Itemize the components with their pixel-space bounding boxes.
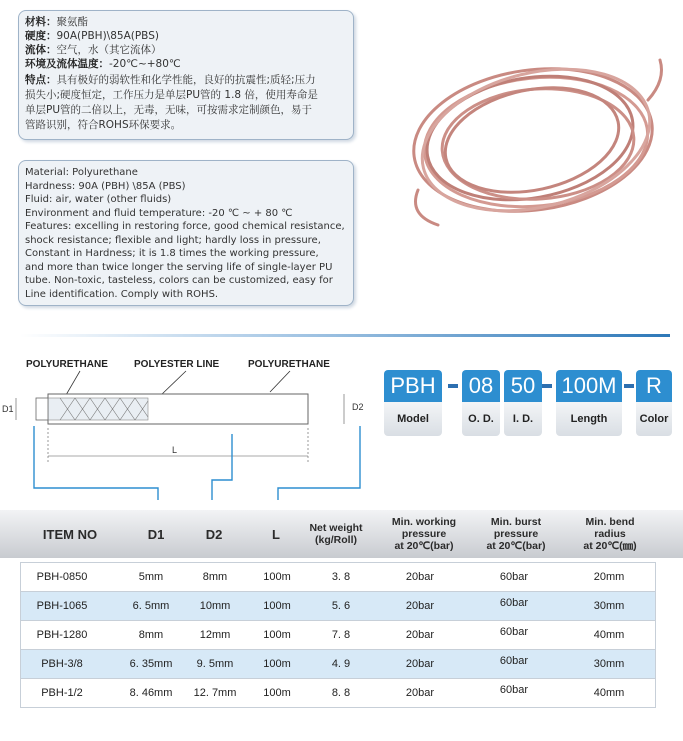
table-row [20,562,656,592]
label-outer-polyurethane: POLYURETHANE [26,359,108,370]
code-color-label: Color [636,402,672,436]
dim-d2: D2 [352,402,364,412]
en-spec-line: shock resistance; flexible and light; hardly loss in pressure, [25,234,321,246]
en-spec-line: Line identification. Comply with ROHS. [25,288,219,300]
table-row [20,620,656,650]
cell-d1: 6. 5mm [132,600,170,612]
cell-working-pressure: 20bar [405,687,435,699]
cell-net-weight: 8. 8 [331,687,351,699]
cell-burst-pressure: 60bar [499,571,529,583]
section-divider [20,334,670,337]
en-spec-line: tube. Non-toxic, tasteless, colors can be customized, easy for [25,275,333,286]
cell-net-weight: 5. 6 [331,600,351,612]
en-spec-line: Material: Polyurethane [25,167,138,178]
header-l: L [272,526,280,542]
cell-burst-pressure: 60bar [499,684,529,696]
code-box-id [504,370,542,436]
table-header [0,510,683,558]
label-inner-polyurethane: POLYURETHANE [248,359,330,370]
cell-l: 100m [263,571,291,583]
cn-spec-features: 特点：具有极好的弱软性和化学性能，良好的抗震性;质轻;压力 [25,74,316,86]
coiled-tube-image [398,40,668,240]
cell-working-pressure: 20bar [405,600,435,612]
code-dash [542,384,552,388]
cell-d2: 8mm [202,571,228,583]
code-length-value: 100M [556,370,622,402]
cell-net-weight: 7. 8 [331,629,351,641]
header-working-pressure: Min. working pressure at 20℃(bar) [391,516,457,552]
table-row [20,591,656,621]
cell-item-no: PBH-1065 [36,600,88,612]
code-id-label: I. D. [504,402,542,436]
cell-l: 100m [263,629,291,641]
en-spec-line: Environment and fluid temperature: -20 ℃ ~ + 80 ℃ [25,207,293,219]
header-net-weight: Net weight (kg/Roll) [309,522,363,546]
cell-l: 100m [263,658,291,670]
code-id-value: 50 [504,370,542,402]
cell-item-no: PBH-1/2 [41,687,83,699]
cell-bend-radius: 40mm [593,629,625,641]
en-spec-line: Constant in Hardness; it is 1.8 times the working pressure, [25,248,319,259]
code-dash [624,384,634,388]
english-spec-box [18,160,354,306]
cn-spec-features-line2: 损失小;硬度恒定，工作压力是单层PU管的 1.8 倍，使用寿命是 [25,89,318,101]
header-burst-pressure: Min. burst pressure at 20℃(bar) [486,516,546,552]
header-d2: D2 [205,526,223,542]
cell-bend-radius: 30mm [593,658,625,670]
cn-spec-fluid: 流体：空气，水（其它流体） [25,44,162,56]
cell-net-weight: 3. 8 [331,571,351,583]
cell-burst-pressure: 60bar [499,655,529,667]
dim-d1: D1 [2,404,14,414]
code-dash [448,384,458,388]
code-box-length [556,370,622,436]
code-od-value: 08 [462,370,500,402]
cell-d1: 5mm [138,571,164,583]
cell-d2: 10mm [199,600,231,612]
cn-spec-hardness: 硬度：90A(PBH)\85A(PBS) [25,30,159,42]
table-row [20,678,656,708]
label-polyester-line: POLYESTER LINE [134,359,220,370]
en-spec-line: Fluid: air, water (other fluids) [25,194,172,205]
cell-net-weight: 4. 9 [331,658,351,670]
code-box-od [462,370,500,436]
cell-item-no: PBH-1280 [36,629,88,641]
dim-l: L [172,445,178,455]
code-box-model [384,370,442,436]
en-spec-line: Hardness: 90A (PBH) \85A (PBS) [25,180,186,192]
cell-item-no: PBH-0850 [36,571,88,583]
cell-d1: 6. 35mm [129,658,173,670]
cell-working-pressure: 20bar [405,658,435,670]
cn-spec-temperature: 环境及流体温度：-20℃~+80℃ [25,58,181,70]
tube-structure-diagram [0,340,380,500]
cn-spec-features-line4: 管路识别，符合ROHS环保要求。 [25,119,182,131]
table-row [20,649,656,679]
cell-burst-pressure: 60bar [499,597,529,609]
code-color-value: R [636,370,672,402]
cell-bend-radius: 20mm [593,571,625,583]
cell-burst-pressure: 60bar [499,626,529,638]
cell-d2: 9. 5mm [196,658,234,670]
cell-d1: 8. 46mm [129,687,173,699]
cell-d2: 12. 7mm [193,687,237,699]
cell-l: 100m [263,600,291,612]
code-model-value: PBH [384,370,442,402]
cell-bend-radius: 30mm [593,600,625,612]
cn-spec-material: 材料：聚氨酯 [25,16,88,28]
cell-working-pressure: 20bar [405,571,435,583]
cell-d2: 12mm [199,629,231,641]
header-item-no: ITEM NO [42,526,98,542]
cell-l: 100m [263,687,291,699]
code-model-label: Model [384,402,442,436]
code-length-label: Length [556,402,622,436]
code-od-label: O. D. [462,402,500,436]
en-spec-line: and more than twice longer the serving life of single-layer PU [25,261,333,273]
chinese-spec-box [18,10,354,140]
cell-bend-radius: 40mm [593,687,625,699]
cell-item-no: PBH-3/8 [41,658,83,670]
code-box-color [636,370,672,436]
cell-d1: 8mm [138,629,164,641]
en-spec-line: Features: excelling in restoring force, good chemical resistance, [25,221,345,232]
cell-working-pressure: 20bar [405,629,435,641]
cn-spec-features-line3: 单层PU管的二倍以上，无毒，无味，可按需求定制颜色，易于 [25,104,313,116]
header-bend-radius: Min. bend radius at 20℃(㎜) [583,516,637,552]
header-d1: D1 [147,526,165,542]
